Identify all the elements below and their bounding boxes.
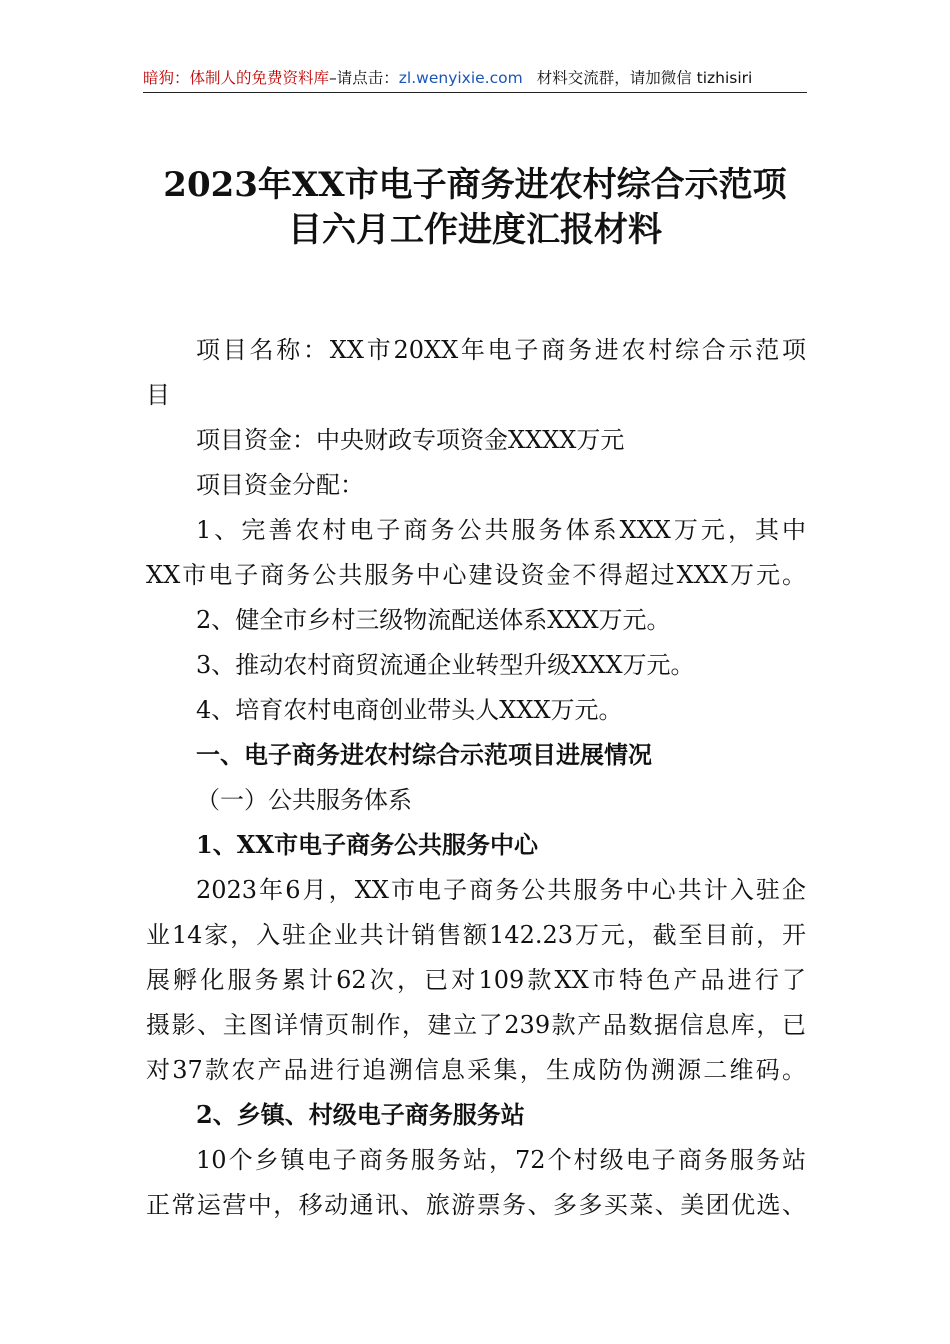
header-site-name: 暗狗：体制人的免费资料库 bbox=[143, 69, 330, 87]
header-wechat-note: 材料交流群，请加微信 tizhisiri bbox=[536, 69, 753, 87]
allocation-item-1-line-2: XX市电子商务公共服务中心建设资金不得超过XXX万元。 bbox=[146, 561, 806, 589]
paragraph-line: 摄影、主图详情页制作，建立了239款产品数据信息库，已 bbox=[146, 1011, 806, 1039]
item-heading-2: 2、乡镇、村级电子商务服务站 bbox=[196, 1100, 525, 1129]
page-header bbox=[143, 64, 807, 93]
paragraph-line: 对37款农产品进行追溯信息采集，生成防伪溯源二维码。 bbox=[146, 1056, 806, 1084]
allocation-item-1-line-1: 1、完善农村电子商务公共服务体系XXX万元，其中 bbox=[196, 516, 806, 544]
header-link[interactable]: zl.wenyixie.com bbox=[398, 69, 523, 87]
document-title-line-2: 目六月工作进度汇报材料 bbox=[288, 210, 662, 250]
document-title-line-1: 2023年XX市电子商务进农村综合示范项 bbox=[163, 165, 787, 205]
paragraph-line: 正常运营中，移动通讯、旅游票务、多多买菜、美团优选、 bbox=[146, 1191, 806, 1219]
paragraph-line: 业14家，入驻企业共计销售额142.23万元，截至目前，开 bbox=[146, 921, 806, 949]
allocation-item-4: 4、培育农村电商创业带头人XXX万元。 bbox=[196, 696, 623, 724]
header-prompt: –请点击： bbox=[329, 69, 399, 87]
item-heading-1: 1、XX市电子商务公共服务中心 bbox=[196, 830, 538, 859]
subsection-heading-1: （一）公共服务体系 bbox=[196, 786, 412, 814]
allocation-item-3: 3、推动农村商贸流通企业转型升级XXX万元。 bbox=[196, 651, 695, 679]
paragraph-line: 10个乡镇电子商务服务站，72个村级电子商务服务站 bbox=[196, 1146, 806, 1174]
paragraph-line: 展孵化服务累计62次，已对109款XX市特色产品进行了 bbox=[146, 966, 806, 994]
project-name-line-2: 目 bbox=[146, 381, 170, 409]
project-name-line-1: 项目名称：XX市20XX年电子商务进农村综合示范项 bbox=[196, 336, 806, 364]
project-funds: 项目资金：中央财政专项资金XXXX万元 bbox=[196, 426, 625, 454]
section-heading-1: 一、电子商务进农村综合示范项目进展情况 bbox=[196, 740, 652, 769]
allocation-item-2: 2、健全市乡村三级物流配送体系XXX万元。 bbox=[196, 606, 671, 634]
allocation-label: 项目资金分配： bbox=[196, 471, 364, 499]
paragraph-line: 2023年6月，XX市电子商务公共服务中心共计入驻企 bbox=[196, 876, 806, 904]
